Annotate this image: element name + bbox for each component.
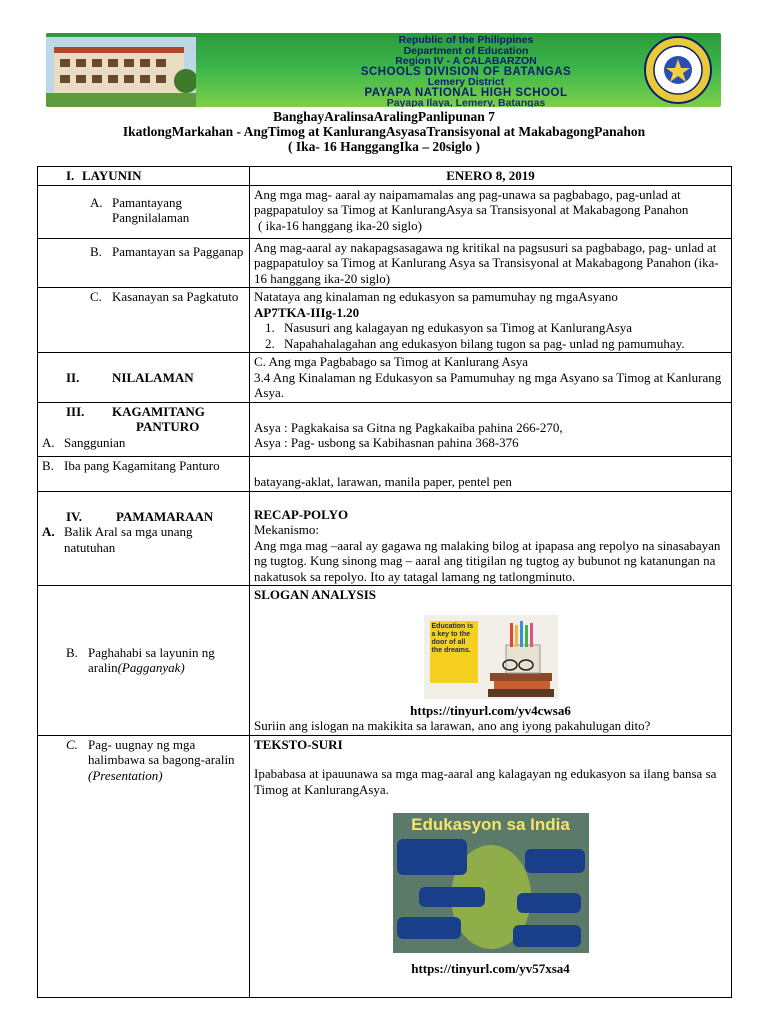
row-text: Natataya ang kinalaman ng edukasyon sa pamumuhay ng mgaAsyano bbox=[254, 289, 618, 304]
section-label: PAMAMARAAN bbox=[116, 508, 214, 524]
row-text-continued: ( ika-16 hanggang ika-20 siglo) bbox=[258, 217, 422, 233]
slogan-image-text: Education is a key to the door of all the dreams. bbox=[430, 621, 478, 683]
table-row bbox=[38, 402, 732, 456]
row-text: 3.4 Ang Kinalaman ng Edukasyon sa Pamumuhay ng mga Asyano sa Timog at Kanlurang Asya. bbox=[254, 369, 722, 400]
row-letter: A. bbox=[42, 524, 55, 539]
table-row bbox=[38, 238, 732, 288]
lesson-date: ENERO 8, 2019 bbox=[250, 167, 732, 186]
section-label: KAGAMITANG bbox=[112, 403, 205, 419]
table-row bbox=[38, 288, 732, 353]
title-line-1: BanghayAralinsaAralingPanlipunan 7 bbox=[273, 109, 495, 124]
row-label: Kasanayan sa Pagkatuto bbox=[112, 289, 239, 304]
row-letter: B. bbox=[90, 243, 102, 259]
competency-code: AP7TKA-IIIg-1.20 bbox=[254, 304, 360, 320]
row-label: Pamantayan sa Pagganap bbox=[112, 243, 244, 259]
india-image-link[interactable]: https://tinyurl.com/yv57xsa4 bbox=[411, 961, 570, 976]
row-label: Sanggunian bbox=[64, 434, 126, 450]
banner-line-7: Payapa Ilaya, Lemery, Batangas bbox=[386, 97, 546, 107]
lesson-plan-table bbox=[37, 166, 732, 998]
section-label-continued: PANTURO bbox=[136, 419, 200, 434]
row-letter: C. bbox=[90, 289, 102, 304]
mechanism-label: Mekanismo: bbox=[254, 522, 319, 537]
row-letter: C. bbox=[66, 736, 78, 752]
table-row bbox=[38, 353, 732, 403]
row-text: batayang-aklat, larawan, manila paper, pentel pen bbox=[250, 456, 732, 491]
row-letter: A. bbox=[90, 194, 103, 210]
banner-line-1: Republic of the Philippines bbox=[398, 34, 534, 46]
row-text: C. Ang mga Pagbabago sa Timog at Kanlurang Asya bbox=[254, 354, 529, 369]
row-text: Ang mag-aaral ay nakapagsasagawa ng kritikal na pagsusuri sa pagbabago, pag- unlad at pagpapatuloy sa Timog at Kanlurang Asya sa Transisyonal at Makabagong Panahon (ika-16 hanggang ika-20 siglo) bbox=[250, 238, 732, 288]
list-item: 2. Napahahalagahan ang edukasyon bilang tugon sa pag- unlad ng pamumuhay. bbox=[278, 336, 727, 352]
row-label-italic: (Pagganyak) bbox=[117, 660, 185, 676]
reference-2: Asya : Pag- usbong sa Kabihasnan pahina 368-376 bbox=[254, 435, 519, 450]
reference-1: Asya : Pagkakaisa sa Gitna ng Pagkakaiba pahina 266-270, bbox=[254, 419, 563, 435]
row-letter: A. bbox=[42, 434, 55, 450]
table-row bbox=[38, 185, 732, 238]
row-text: Suriin ang islogan na makikita sa larawan, ano ang iyong pakahulugan dito? bbox=[254, 718, 651, 733]
row-text: Ipababasa at ipauunawa sa mga mag-aaral ang kalagayan ng edukasyon sa ilang bansa sa Timog at KanlurangAsya. bbox=[254, 766, 717, 797]
header-banner bbox=[46, 33, 721, 107]
row-label-italic: (Presentation) bbox=[88, 767, 163, 783]
activity-heading: TEKSTO-SURI bbox=[254, 736, 343, 752]
row-label: Balik Aral sa mga unang natutuhan bbox=[64, 524, 193, 555]
infographic-art bbox=[393, 837, 589, 953]
slogan-image-link[interactable]: https://tinyurl.com/yv4cwsa6 bbox=[410, 702, 571, 718]
edukasyon-india-image bbox=[393, 813, 589, 953]
row-text: Ang mga mag- aaral ay naipamamalas ang pag-unawa sa pagbabago, pag-unlad at pagpapatuloy sa Timog at KanlurangAsya sa Transisyonal at Makabagong Panahon bbox=[254, 186, 689, 217]
banner-line-2: Department of Education bbox=[403, 44, 529, 57]
section-number: I. bbox=[66, 168, 75, 183]
table-row bbox=[38, 491, 732, 586]
row-label: Pamantayang Pangnilalaman bbox=[112, 194, 190, 225]
section-number: IV. bbox=[66, 508, 83, 524]
title-line-2: IkatlongMarkahan - AngTimog at KanlurangAsyasaTransisyonal at MakabagongPanahon bbox=[122, 124, 646, 139]
table-row bbox=[38, 735, 732, 997]
row-label: Pag- uugnay ng mga halimbawa sa bagong-aralin bbox=[88, 736, 235, 767]
school-building-image bbox=[46, 37, 196, 107]
list-item: 1. Nasusuri ang kalagayan ng edukasyon sa Timog at KanlurangAsya bbox=[278, 320, 727, 336]
banner-line-3: Region IV - A CALABARZON bbox=[395, 55, 537, 67]
infographic-title: Edukasyon sa India bbox=[411, 815, 570, 834]
table-row bbox=[38, 586, 732, 736]
books-pencils-icon bbox=[484, 615, 558, 699]
row-label: Iba pang Kagamitang Panturo bbox=[64, 457, 220, 473]
row-letter: B. bbox=[42, 457, 54, 473]
section-label: NILALAMAN bbox=[112, 369, 194, 385]
activity-heading: SLOGAN ANALYSIS bbox=[254, 587, 376, 602]
row-text: Ang mga mag –aaral ay gagawa ng malaking bilog at ipapasa ang repolyo na sinasabayan ng tugtog. Kung sinong mag – aaral ang titigilan ng tugtog ay bubunot ng katanungan na nakatusok sa repolyo. Ito ay tatagal lamang ng tatlongminuto. bbox=[254, 537, 721, 584]
table-row bbox=[38, 167, 732, 186]
row-letter: B. bbox=[66, 644, 78, 660]
title-line-3: ( Ika- 16 HanggangIka – 20siglo ) bbox=[287, 139, 481, 154]
table-row bbox=[38, 456, 732, 491]
row-label: Paghahabi sa layunin ng aralin bbox=[88, 644, 215, 676]
section-number: II. bbox=[66, 369, 80, 385]
banner-line-6: PAYAPA NATIONAL HIGH SCHOOL bbox=[364, 86, 568, 99]
slogan-image bbox=[424, 615, 558, 699]
section-number: III. bbox=[66, 403, 85, 419]
section-label: LAYUNIN bbox=[82, 168, 142, 183]
school-seal-icon bbox=[643, 35, 713, 105]
banner-line-5: Lemery District bbox=[427, 76, 505, 88]
banner-line-4: SCHOOLS DIVISION OF BATANGAS bbox=[360, 65, 572, 78]
activity-heading: RECAP-POLYO bbox=[254, 506, 349, 522]
